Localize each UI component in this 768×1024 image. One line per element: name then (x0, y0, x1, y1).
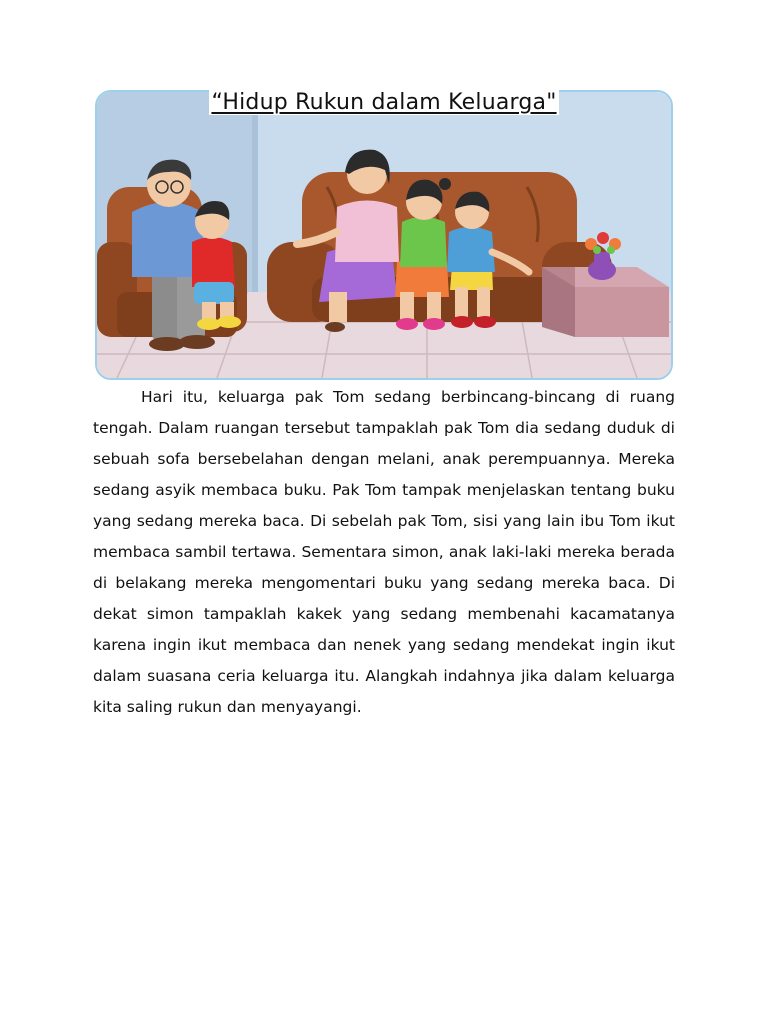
page-title (0, 90, 768, 115)
story-paragraph: Hari itu, keluarga pak Tom sedang berbincang-bincang di ruang tengah. Dalam ruangan tersebut tampaklah pak Tom dia sedang duduk di sebuah sofa bersebelahan dengan melani, anak perempuannya. Mereka sedang asyik membaca buku. Pak Tom tampak menjelaskan tentang buku yang sedang mereka baca. Di sebelah pak Tom, sisi yang lain ibu Tom ikut membaca sambil tertawa. Sementara simon, anak laki-laki mereka berada di belakang mereka mengomentari buku yang sedang mereka baca. Di dekat simon tampaklah kakek yang sedang membenahi kacamatanya karena ingin ikut membaca dan nenek yang sedang mendekat ingin ikut dalam suasana ceria keluarga itu. Alangkah indahnya jika dalam keluarga kita saling rukun dan menyayangi. (93, 388, 675, 716)
family-illustration (95, 90, 673, 380)
page-title-text: “Hidup Rukun dalam Keluarga" (211, 90, 557, 115)
